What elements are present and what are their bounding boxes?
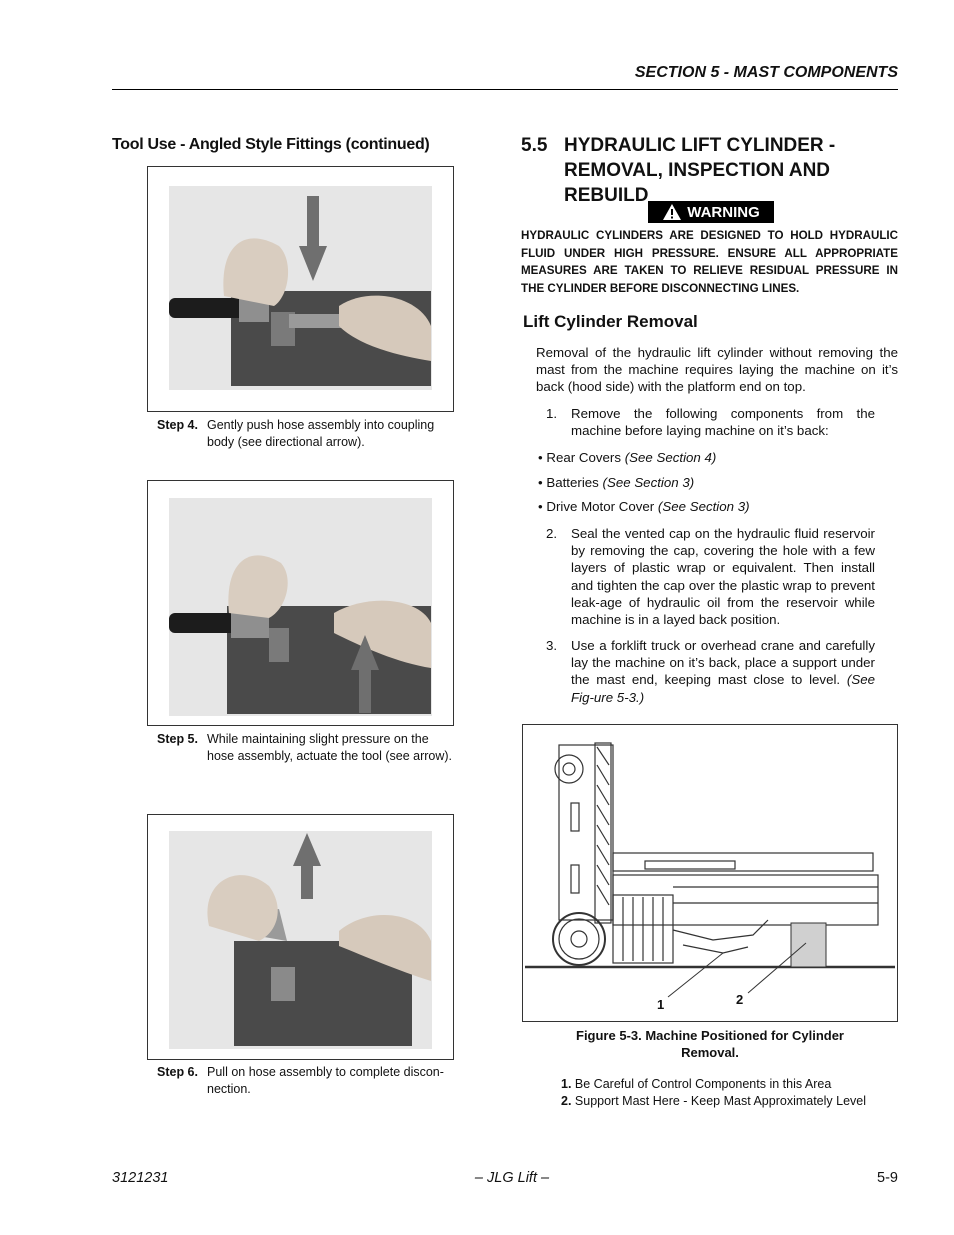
note-item [561,1076,866,1093]
bullet-item [538,498,750,515]
section-header: SECTION 5 - MAST COMPONENTS [634,64,898,81]
bullet-ref: (See Section 3) [657,499,750,514]
bullet-text: • Drive Motor Cover [538,499,658,514]
bullet-text: • Batteries [538,475,603,490]
header-rule [112,89,898,90]
subheading: Lift Cylinder Removal [523,312,698,331]
callout-2: 2 [736,992,744,1007]
photo-frame-step-5 [147,480,454,726]
step-text: Pull on hose assembly to complete discon-nection. [207,1065,444,1096]
photo-frame-step-4 [147,166,454,412]
note-number: 1. [561,1077,572,1091]
warning-text: HYDRAULIC CYLINDERS ARE DESIGNED TO HOLD HYDRAULIC FLUID UNDER HIGH PRESSURE. ENSURE ALL APPROPRIATE MEASURES ARE TAKEN TO RELIEVE RESIDUAL PRESSURE IN THE CYLINDER BEFORE DISCONNECTING LINES. [521,229,898,295]
step-label: Step 5. [157,732,198,746]
step-4-caption [157,417,457,453]
step-5-caption [157,731,457,767]
figure-ref: (See Fig-ure 5-3.) [571,672,875,705]
bullet-ref: (See Section 3) [602,475,695,490]
step-item-3 [546,637,898,709]
item-number: 2. [546,526,558,541]
figure-frame [522,724,898,1022]
step-text: While maintaining slight pressure on the hose assembly, actuate the tool (see arrow). [207,732,453,763]
footer-doc-number: 3121231 [112,1170,169,1186]
section-title: HYDRAULIC LIFT CYLINDER - REMOVAL, INSPECTION AND REBUILD [564,135,836,206]
section-number: 5.5 [521,135,548,156]
bullet-item [538,449,716,466]
bullet-item [538,474,694,491]
item-text: Remove the following components from the machine before laying machine on it’s back: [571,406,875,439]
item-text: Seal the vented cap on the hydraulic fluid reservoir by removing the cap, covering the hole with a few layers of plastic wrap or equivalent. Then install and tighten the cap over the plastic wrap to prevent leak-age of hydraulic oil from the reservoir while machine is in a layed back position. [571,526,875,628]
step-label: Step 4. [157,418,198,432]
step-4-photo [169,186,432,390]
figure-caption [522,1027,898,1061]
warning-label: WARNING [687,203,760,221]
machine-diagram [523,725,897,1021]
step-label: Step 6. [157,1065,198,1079]
figure-notes [561,1076,866,1110]
step-5-photo [169,498,432,716]
bullet-text: • Rear Covers [538,450,625,465]
footer-page-number: 5-9 [877,1170,898,1186]
step-text: Gently push hose assembly into coupling body (see directional arrow). [207,418,435,449]
warning-triangle-icon [662,203,682,221]
callout-1: 1 [657,997,665,1012]
section-heading [521,133,901,206]
item-text: Use a forklift truck or overhead crane and carefully lay the machine on it’s back, place a support under the mast end, keeping mast close to level. [571,638,875,688]
bullet-ref: (See Section 4) [624,450,717,465]
warning-badge [648,201,774,223]
item-number: 1. [546,406,558,421]
note-text: Be Careful of Control Components in this Area [571,1077,832,1091]
note-item [561,1093,866,1110]
intro-paragraph: Removal of the hydraulic lift cylinder without removing the mast from the machine requires laying the machine on it’s back (hood side) with the platform end on top. [536,345,898,395]
photo-frame-step-6 [147,814,454,1060]
step-6-photo [169,831,432,1049]
note-text: Support Mast Here - Keep Mast Approximately Level [571,1094,867,1108]
footer-center: – JLG Lift – [474,1170,550,1186]
step-item-2 [546,525,898,631]
note-number: 2. [561,1094,572,1108]
caption-line-1: Figure 5-3. Machine Positioned for Cylinder [576,1028,844,1043]
step-item-1 [546,405,898,441]
item-number: 3. [546,638,558,653]
caption-line-2: Removal. [681,1045,739,1060]
step-6-caption [157,1064,457,1100]
left-heading: Tool Use - Angled Style Fittings (continued) [112,136,430,153]
